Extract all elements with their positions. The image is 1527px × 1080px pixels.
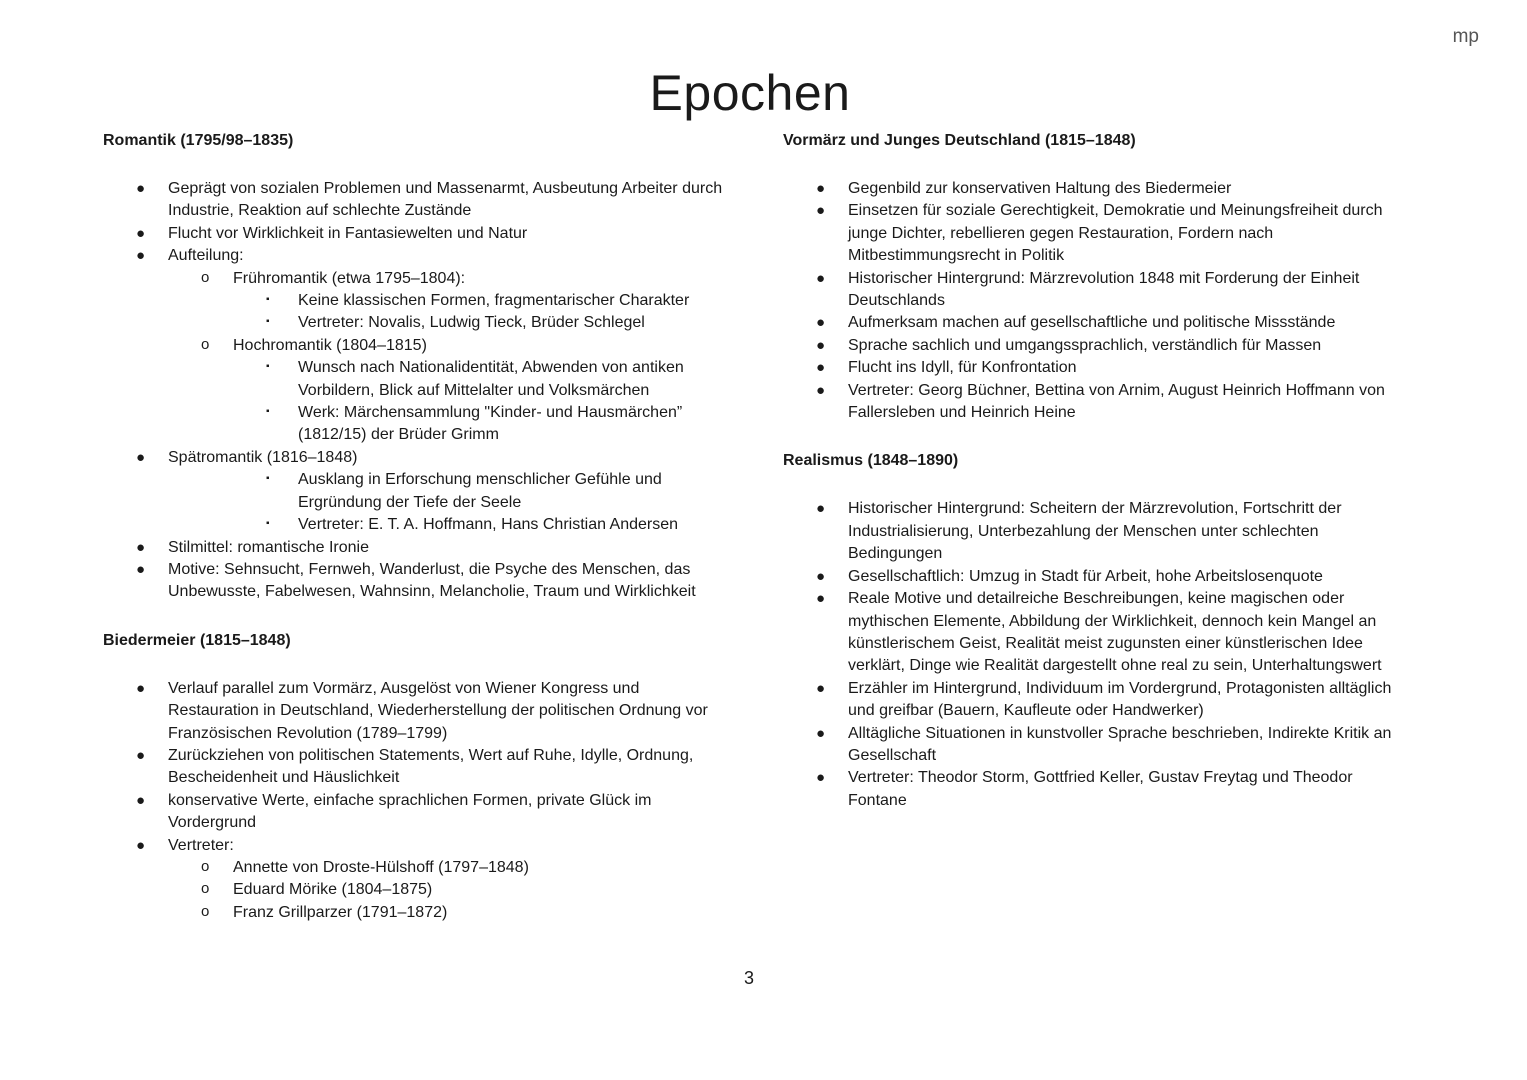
list-item: [783, 335, 1403, 357]
list-item-text: Hochromantik (1804–1815): [233, 336, 427, 354]
page-number: 3: [744, 968, 755, 988]
list-item: [783, 767, 1403, 812]
list-item: [103, 335, 723, 357]
list-item-text: Wunsch nach Nationalidentität, Abwenden von antiken Vorbildern, Blick auf Mittelalter und Volksmärchen: [298, 359, 684, 399]
list-item: [103, 245, 723, 267]
list-item: [103, 678, 723, 745]
bullet-dot-icon: ●: [136, 836, 146, 854]
page-title: Epochen: [649, 65, 851, 121]
left-column: [103, 130, 723, 924]
bullet-square-icon: ▪: [266, 518, 270, 530]
bullet-square-icon: ▪: [266, 361, 270, 373]
bullet-dot-icon: ●: [816, 269, 826, 287]
bullet-dot-icon: ●: [816, 679, 826, 697]
list-item: [103, 559, 723, 604]
bullet-dot-icon: ●: [136, 448, 146, 466]
spacer: [783, 472, 1403, 498]
spacer: [103, 152, 723, 178]
bullet-dot-icon: ●: [816, 500, 826, 518]
list-item: [783, 357, 1403, 379]
bullet-dot-icon: ●: [816, 336, 826, 354]
list-item: [783, 566, 1403, 588]
list-item-text: Ausklang in Erforschung menschlicher Gefühle und Ergründung der Tiefe der Seele: [298, 471, 662, 511]
list-item-text: Gegenbild zur konservativen Haltung des Biedermeier: [848, 180, 1232, 197]
section-title: Romantik (1795/98–1835): [103, 132, 294, 149]
bullet-list: [783, 178, 1403, 424]
spacer: [783, 152, 1403, 178]
spacer: [103, 652, 723, 678]
list-item-text: Werk: Märchensammlung "Kinder- und Hausmärchen” (1812/15) der Brüder Grimm: [298, 404, 683, 444]
list-item-text: Flucht ins Idyll, für Konfrontation: [848, 359, 1077, 377]
section-biedermeier: [103, 630, 723, 924]
list-item-text: Reale Motive und detailreiche Beschreibungen, keine magischen oder mythischen Elemente, Abbildung der Wirklichkeit, dennoch kein Mangel an künstlerischem Geist, Realität meist zugunsten einer künstlerischen Idee verklärt, Dinge wie Realität dargestellt ohne real zu sein, Unterhaltungswert: [848, 590, 1382, 675]
list-item: [103, 857, 723, 879]
list-item: [103, 469, 723, 514]
list-item-text: Vertreter:: [168, 836, 234, 854]
list-item: [103, 745, 723, 790]
list-item: [103, 402, 723, 447]
bullet-dot-icon: ●: [136, 560, 146, 578]
author-initials: mp: [1452, 26, 1479, 47]
list-item: [783, 380, 1403, 425]
list-item: [783, 312, 1403, 334]
list-item-text: Stilmittel: romantische Ironie: [168, 538, 369, 556]
list-item-text: Historischer Hintergrund: Scheitern der Märzrevolution, Fortschritt der Industrialisierung, Unterbezahlung der Menschen unter schlechten Bedingungen: [848, 500, 1342, 563]
list-item-text: Erzähler im Hintergrund, Individuum im Vordergrund, Protagonisten alltäglich und greifbar (Bauern, Kaufleute oder Handwerker): [848, 679, 1392, 720]
list-item: [103, 879, 723, 901]
list-item: [783, 200, 1403, 267]
bullet-dot-icon: ●: [816, 381, 826, 399]
list-item-text: Vertreter: Georg Büchner, Bettina von Arnim, August Heinrich Hoffmann von Fallersleben und Heinrich Heine: [848, 381, 1385, 422]
list-item-text: Vertreter: Novalis, Ludwig Tieck, Brüder Schlegel: [298, 314, 645, 332]
list-item-text: Gesellschaftlich: Umzug in Stadt für Arbeit, hohe Arbeitslosenquote: [848, 567, 1323, 585]
list-item-text: Geprägt von sozialen Problemen und Massenarmt, Ausbeutung Arbeiter durch Industrie, Reaktion auf schlechte Zustände: [168, 180, 723, 220]
list-item: [783, 678, 1403, 723]
list-item-text: Flucht vor Wirklichkeit in Fantasiewelten und Natur: [168, 224, 528, 242]
list-item-text: Spätromantik (1816–1848): [168, 448, 358, 466]
list-item: [103, 268, 723, 290]
bullet-dot-icon: ●: [816, 314, 826, 332]
list-item: [783, 723, 1403, 768]
section-title: Biedermeier (1815–1848): [103, 631, 291, 649]
spacer: [103, 604, 723, 630]
bullet-dot-icon: ●: [136, 224, 146, 242]
bullet-dot-icon: ●: [816, 180, 826, 197]
list-item-text: Eduard Mörike (1804–1875): [233, 881, 433, 899]
list-item-text: Vertreter: E. T. A. Hoffmann, Hans Christian Andersen: [298, 516, 679, 534]
list-item: [783, 588, 1403, 678]
list-item: [103, 357, 723, 402]
bullet-square-icon: ▪: [266, 294, 270, 306]
bullet-square-icon: ▪: [266, 316, 270, 328]
list-item: [103, 902, 723, 924]
list-item: [103, 835, 723, 857]
list-item: [783, 178, 1403, 200]
bullet-dot-icon: ●: [136, 538, 146, 556]
list-item-text: Frühromantik (etwa 1795–1804):: [233, 269, 466, 287]
list-item-text: Alltägliche Situationen in kunstvoller Sprache beschrieben, Indirekte Kritik an Gesellschaft: [848, 724, 1392, 764]
list-item-text: Zurückziehen von politischen Statements, Wert auf Ruhe, Idylle, Ordnung, Bescheidenheit und Häuslichkeit: [168, 746, 694, 787]
bullet-dot-icon: ●: [136, 791, 146, 809]
list-item-text: Keine klassischen Formen, fragmentarischer Charakter: [298, 292, 690, 310]
list-item-text: Aufmerksam machen auf gesellschaftliche und politische Missstände: [848, 314, 1336, 332]
section-vormaerz: [783, 130, 1403, 424]
spacer: [783, 424, 1403, 450]
list-item: [103, 178, 723, 223]
bullet-dot-icon: ●: [136, 746, 146, 764]
list-item-text: Einsetzen für soziale Gerechtigkeit, Demokratie und Meinungsfreiheit durch junge Dichter, rebellieren gegen Restauration, Fordern nach Mitbestimmungsrecht in Politik: [848, 202, 1383, 265]
list-item-text: Franz Grillparzer (1791–1872): [233, 903, 448, 921]
list-item: [103, 223, 723, 245]
list-item-text: konservative Werte, einfache sprachlichen Formen, private Glück im Vordergrund: [168, 791, 652, 832]
section-romantik: [103, 130, 723, 604]
list-item-text: Annette von Droste-Hülshoff (1797–1848): [233, 858, 529, 876]
bullet-dot-icon: ●: [816, 567, 826, 585]
bullet-dot-icon: ●: [816, 724, 826, 742]
bullet-list: [103, 678, 723, 924]
section-title: Realismus (1848–1890): [783, 452, 959, 470]
bullet-dot-icon: ●: [816, 590, 826, 608]
section-title: Vormärz und Junges Deutschland (1815–1848): [783, 132, 1136, 149]
bullet-circle-icon: o: [201, 268, 210, 286]
bullet-circle-icon: o: [201, 335, 210, 353]
section-realismus: [783, 450, 1403, 812]
list-item-text: Aufteilung:: [168, 247, 244, 265]
list-item: [103, 312, 723, 334]
list-item: [103, 290, 723, 312]
list-item-text: Vertreter: Theodor Storm, Gottfried Keller, Gustav Freytag und Theodor Fontane: [848, 769, 1353, 809]
list-item: [103, 514, 723, 536]
bullet-dot-icon: ●: [816, 202, 826, 220]
bullet-circle-icon: o: [201, 880, 210, 898]
list-item-text: Historischer Hintergrund: Märzrevolution 1848 mit Forderung der Einheit Deutschlands: [848, 269, 1360, 310]
list-item: [783, 498, 1403, 565]
bullet-square-icon: ▪: [266, 473, 270, 485]
bullet-circle-icon: o: [201, 902, 210, 920]
bullet-dot-icon: ●: [816, 359, 826, 377]
list-item-text: Verlauf parallel zum Vormärz, Ausgelöst von Wiener Kongress und Restauration in Deutschland, Wiederherstellung der politischen Ordnung vor Französischen Revolution (1789–1799): [168, 679, 708, 742]
bullet-dot-icon: ●: [816, 769, 826, 787]
bullet-dot-icon: ●: [136, 180, 146, 197]
bullet-square-icon: ▪: [266, 406, 270, 418]
list-item: [103, 447, 723, 469]
list-item-text: Motive: Sehnsucht, Fernweh, Wanderlust, die Psyche des Menschen, das Unbewusste, Fabelwesen, Wahnsinn, Melancholie, Traum und Wirklichkeit: [168, 560, 696, 601]
right-column: [783, 130, 1403, 812]
bullet-dot-icon: ●: [136, 679, 146, 697]
bullet-list: [783, 498, 1403, 812]
bullet-circle-icon: o: [201, 857, 210, 875]
list-item: [103, 537, 723, 559]
list-item: [783, 268, 1403, 313]
list-item: [103, 790, 723, 835]
bullet-dot-icon: ●: [136, 247, 146, 265]
list-item-text: Sprache sachlich und umgangssprachlich, verständlich für Massen: [848, 336, 1322, 354]
bullet-list: [103, 178, 723, 604]
